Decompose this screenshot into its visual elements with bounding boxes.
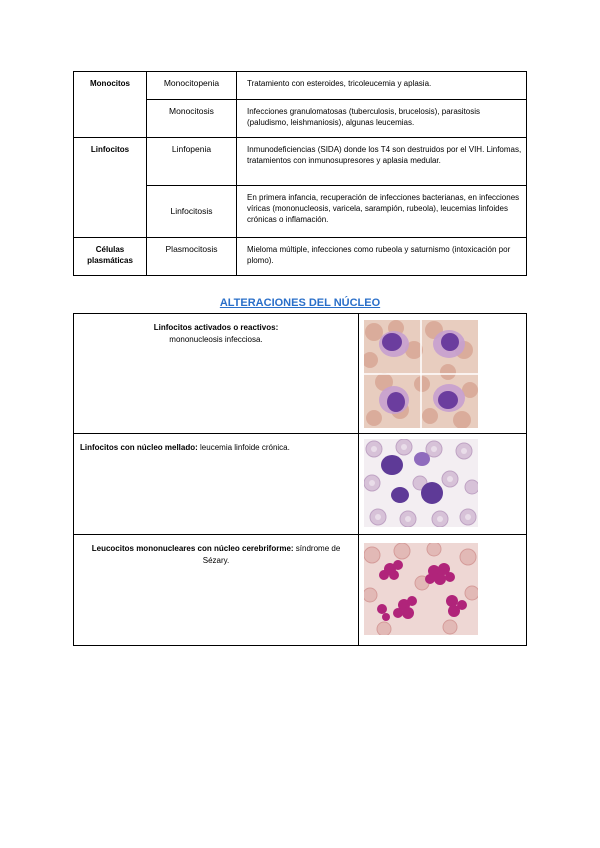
category-cell: Monocitos (74, 72, 147, 138)
table-row (74, 72, 527, 100)
description-cell (74, 535, 359, 646)
subcategory-cell: Monocitopenia (147, 72, 237, 100)
activated-lymphocytes-micrograph (364, 320, 478, 428)
subcategory-cell: Monocitosis (147, 100, 237, 138)
term-label: Leucocitos mononucleares con núcleo cerebriforme: (91, 544, 294, 553)
description-cell: Inmunodeficiencias (SIDA) donde los T4 son destruidos por el VIH. Linfomas, tratamientos con inmunosupresores y aplasia medular. (237, 138, 527, 186)
term-description: mononucleosis infecciosa. (169, 335, 263, 344)
notched-nucleus-micrograph (364, 439, 478, 527)
description-cell: Mieloma múltiple, infecciones como rubeola y saturnismo (intoxicación por plomo). (237, 238, 527, 276)
table-row (74, 535, 527, 646)
term-description: leucemia linfoide crónica. (200, 443, 290, 452)
term-label: Linfocitos activados o reactivos: (153, 323, 279, 332)
nucleus-alterations-table (73, 313, 527, 646)
cerebriform-nucleus-micrograph (364, 543, 478, 635)
description-cell (74, 314, 359, 434)
description-cell (74, 434, 359, 535)
subcategory-cell: Plasmocitosis (147, 238, 237, 276)
image-cell (359, 314, 527, 434)
table-row (74, 434, 527, 535)
description-cell: Tratamiento con esteroides, tricoleucemia y aplasia. (237, 72, 527, 100)
leukocyte-alterations-table (73, 71, 527, 276)
description-cell: En primera infancia, recuperación de infecciones bacterianas, en infecciones víricas (mononucleosis, varicela, sarampión, rubeola), leucemias linfoides crónicas o inflamación. (237, 186, 527, 238)
subcategory-cell: Linfopenia (147, 138, 237, 186)
table-row (74, 138, 527, 186)
subcategory-cell: Linfocitosis (147, 186, 237, 238)
category-cell: Células plasmáticas (74, 238, 147, 276)
term-description: síndrome de Sézary. (202, 544, 341, 565)
category-cell: Linfocitos (74, 138, 147, 238)
table-row (74, 314, 527, 434)
description-cell: Infecciones granulomatosas (tuberculosis, brucelosis), parasitosis (paludismo, leishmaniosis), algunas leucemias. (237, 100, 527, 138)
term-label: Linfocitos con núcleo mellado: (80, 443, 198, 452)
image-cell (359, 535, 527, 646)
section-title: ALTERACIONES DEL NÚCLEO (219, 297, 381, 309)
image-cell (359, 434, 527, 535)
table-row (74, 238, 527, 276)
